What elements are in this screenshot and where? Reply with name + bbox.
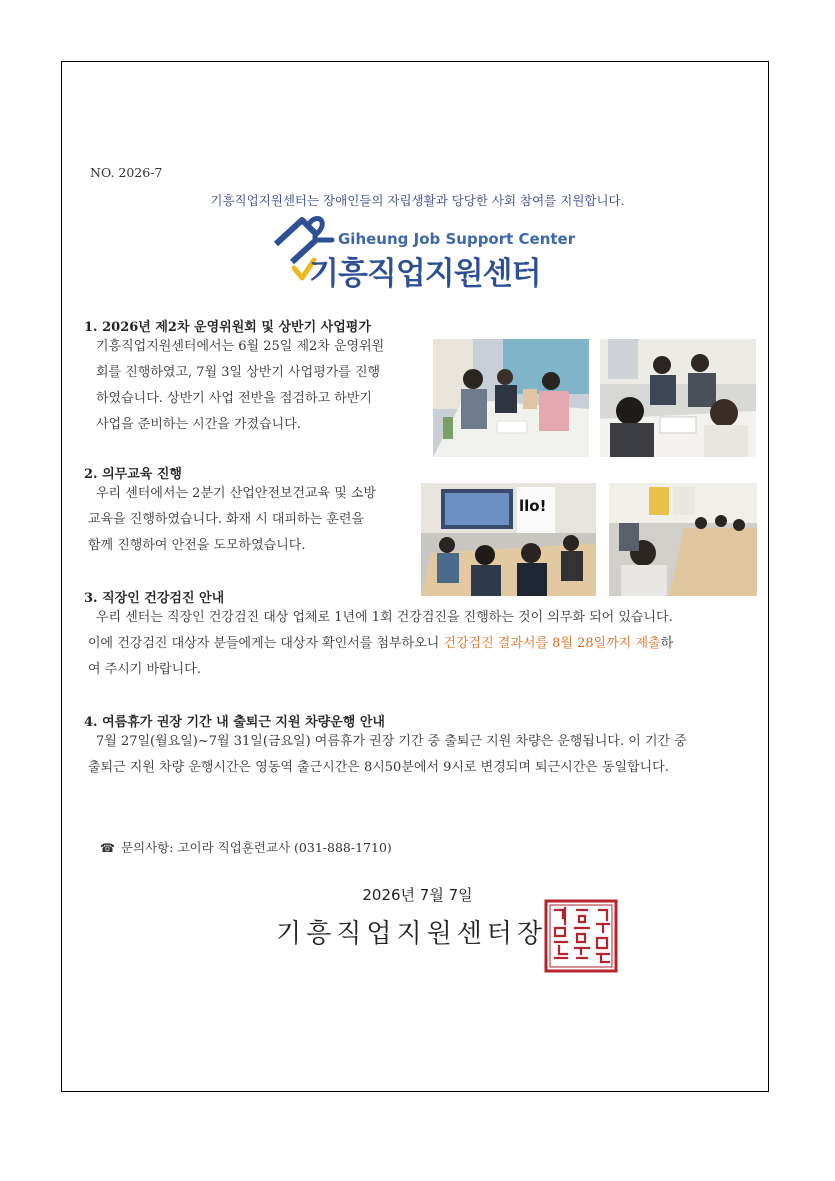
section-4-title: 4. 여름휴가 권장 기간 내 출퇴근 지원 차량운행 안내 xyxy=(84,715,385,730)
center-slogan: 기흥직업지원센터는 장애인들의 자립생활과 당당한 사회 참여를 지원합니다. xyxy=(210,193,625,208)
section-2-line: 함께 진행하여 안전을 도모하였습니다. xyxy=(88,538,306,553)
section-3-text: 이에 건강검진 대상자 분들에게는 대상자 확인서를 첨부하오니 xyxy=(88,636,444,651)
logo-korean: 기흥직업지원센터 xyxy=(309,256,541,292)
section-3-line: 우리 센터는 직장인 건강검진 대상 업체로 1년에 1회 건강검진을 진행하는 것이 의무화 되어 있습니다. xyxy=(96,610,673,625)
training-photo-2 xyxy=(609,483,757,596)
section-1-line: 사업을 준비하는 시간을 가졌습니다. xyxy=(96,417,301,432)
center-logo xyxy=(272,214,576,292)
meeting-photo-1 xyxy=(433,339,589,457)
health-check-deadline: 건강검진 결과서를 8월 28일까지 제출 xyxy=(443,636,661,651)
section-2-line: 우리 센터에서는 2분기 산업안전보건교육 및 소방 xyxy=(96,486,377,501)
contact-text: 문의사항: 고이라 직업훈련교사 (031-888-1710) xyxy=(120,840,392,855)
section-4-line: 7월 27일(월요일)~7월 31일(금요일) 여름휴가 권장 기간 중 출퇴근 지원 차량은 운행됩니다. 이 기간 중 xyxy=(96,734,687,749)
section-3-line xyxy=(88,631,768,657)
section-1-line: 회를 진행하였고, 7월 3일 상반기 사업평가를 진행 xyxy=(96,365,381,380)
section-1-title: 1. 2026년 제2차 운영위원회 및 상반기 사업평가 xyxy=(84,320,371,335)
section-2-body xyxy=(88,481,423,559)
section-4-body xyxy=(88,729,768,781)
whiteboard-text: llo! xyxy=(519,497,547,515)
signer-title: 기흥직업지원센터장 xyxy=(276,919,548,949)
section-3-text: 하 xyxy=(660,636,674,651)
phone-icon: ☎ xyxy=(100,841,115,855)
official-seal xyxy=(543,898,619,974)
section-2-line: 교육을 진행하였습니다. 화재 시 대피하는 훈련을 xyxy=(88,512,364,527)
section-3-body xyxy=(88,605,768,683)
section-3-line: 여 주시기 바랍니다. xyxy=(88,662,201,677)
section-3-title: 3. 직장인 건강검진 안내 xyxy=(84,591,225,606)
section-1-body xyxy=(96,334,436,438)
section-1-line: 기흥직업지원센터에서는 6월 25일 제2차 운영위원 xyxy=(96,339,385,354)
logo-english: Giheung Job Support Center xyxy=(338,230,576,248)
meeting-photo-2 xyxy=(600,339,756,457)
section-2-title: 2. 의무교육 진행 xyxy=(84,467,182,482)
section-4-line: 출퇴근 지원 차량 운행시간은 영동역 출근시간은 8시50분에서 9시로 변경되며 퇴근시간은 동일합니다. xyxy=(88,760,669,775)
issue-date: 2026년 7월 7일 xyxy=(362,886,473,904)
section-1-line: 하였습니다. 상반기 사업 전반을 점검하고 하반기 xyxy=(96,391,372,406)
training-photo-1 xyxy=(421,483,596,596)
contact-info xyxy=(100,838,392,856)
document-number: NO. 2026-7 xyxy=(90,165,163,180)
